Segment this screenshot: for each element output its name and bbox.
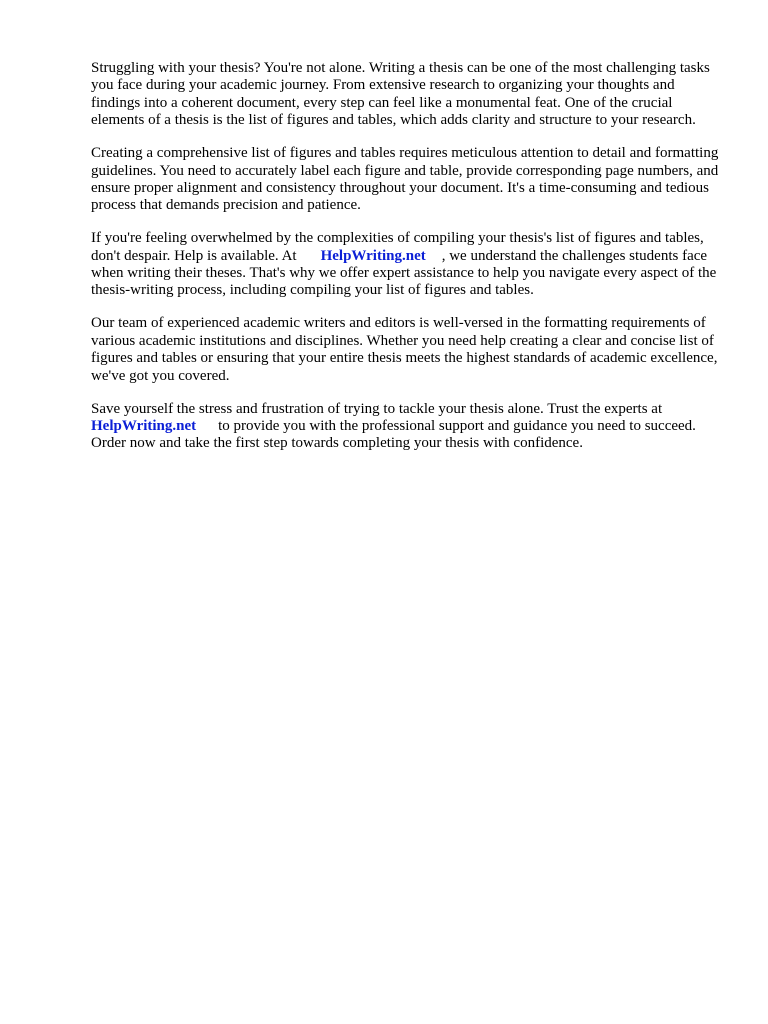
paragraph-intro: Struggling with your thesis? You're not alone. Writing a thesis can be one of the most challenging tasks you face during your academic journey. From extensive research to organizing your thoughts and findings into a coherent document, every step can feel like a monumental feat. One of the crucial elements of a thesis is the list of figures and tables, which adds clarity and structure to your research.	[91, 60, 710, 129]
paragraph-order-now	[91, 401, 721, 453]
document-body	[91, 60, 721, 468]
paragraph-list-of-figures: Creating a comprehensive list of figures and tables requires meticulous attention to detail and formatting guidelines. You need to accurately label each figure and table, provide corresponding page numbers, and ensure proper alignment and consistency throughout your document. It's a time-consuming and tedious process that demands precision and patience.	[91, 145, 719, 214]
helpwriting-link-2[interactable]: HelpWriting.net	[91, 417, 197, 434]
paragraph-help-before: If you're feeling overwhelmed by the complexities of compiling your thesis's list of figures and tables, don't despair. Help is available. At	[91, 230, 704, 264]
paragraph-order-after: to provide you with the professional support and guidance you need to succeed. Order now and take the first step towards completing your thesis with confidence.	[91, 417, 696, 452]
paragraph-help-available	[91, 230, 721, 300]
paragraph-order-before: Save yourself the stress and frustration of trying to tackle your thesis alone. Trust the experts at	[91, 400, 663, 417]
paragraph-team: Our team of experienced academic writers and editors is well-versed in the formatting requirements of various academic institutions and disciplines. Whether you need help creating a clear and concise list of figures and tables or ensuring that your entire thesis meets the highest standards of academic excellence, we've got you covered.	[91, 315, 718, 384]
helpwriting-link[interactable]: HelpWriting.net	[320, 247, 426, 264]
paragraph-help-after: , we understand the challenges students face when writing their theses. That's why we offer expert assistance to help you navigate every aspect of the thesis-writing process, including compiling your list of figures and tables.	[91, 247, 717, 299]
